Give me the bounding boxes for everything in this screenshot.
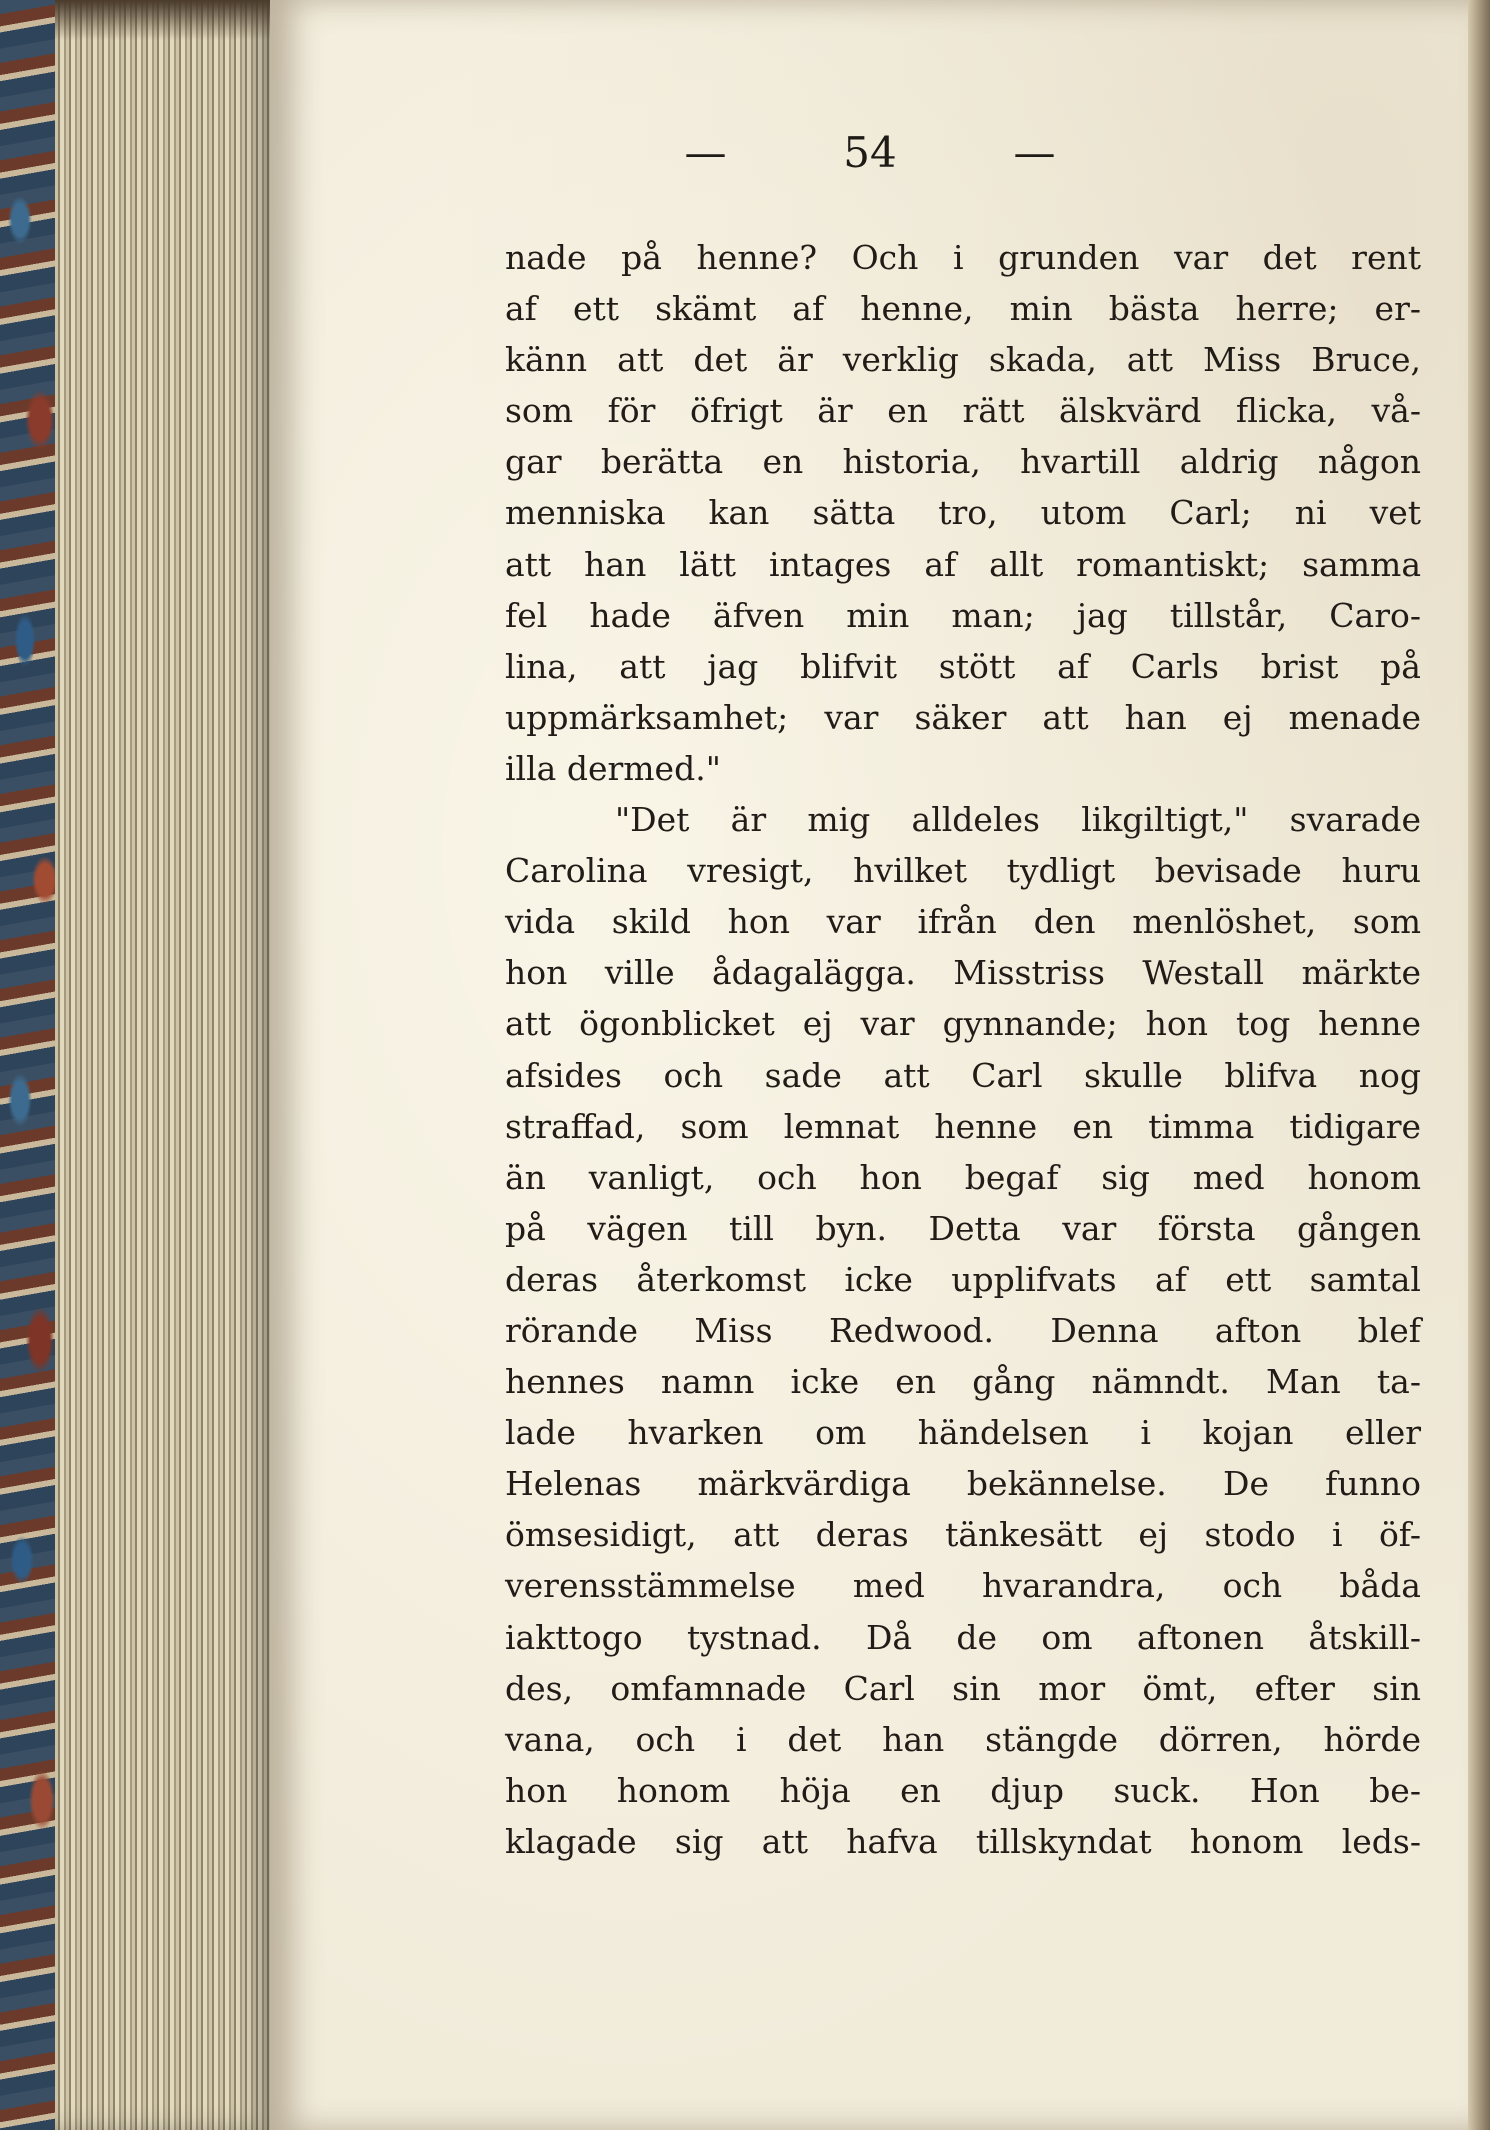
text-line: på vägen till byn. Detta var första gången: [505, 1208, 1421, 1248]
text-line: Carolina vresigt, hvilket tydligt bevisade huru: [505, 851, 1421, 891]
body-text: [505, 232, 1421, 1867]
text-line: fel hade äfven min man; jag tillstår, Caro-: [505, 595, 1421, 635]
text-line: hon honom höja en djup suck. Hon be-: [505, 1770, 1421, 1810]
text-line: nade på henne? Och i grunden var det rent: [505, 238, 1421, 277]
text-line: vida skild hon var ifrån den menlöshet, som: [505, 902, 1421, 942]
text-line: afsides och sade att Carl skulle blifva nog: [505, 1055, 1421, 1095]
folio-dash-left: —: [684, 128, 727, 177]
text-line: klagade sig att hafva tillskyndat honom leds-: [505, 1821, 1421, 1861]
text-line: "Det är mig alldeles likgiltigt," svarade: [615, 800, 1421, 840]
text-line: som för öfrigt är en rätt älskvärd flicka, vå-: [505, 391, 1421, 431]
text-line: straffad, som lemnat henne en timma tidigare: [505, 1106, 1421, 1146]
text-line: uppmärksamhet; var säker att han ej menade: [505, 697, 1421, 737]
text-line: gar berätta en historia, hvartill aldrig någon: [505, 442, 1421, 482]
text-line: vana, och i det han stängde dörren, hörde: [505, 1719, 1421, 1759]
text-line: hon ville ådagalägga. Misstriss Westall märkte: [505, 953, 1421, 993]
page-right-edge: [1468, 0, 1490, 2130]
page-header: [270, 128, 1470, 177]
text-line: illa dermed.": [505, 748, 721, 788]
text-line: än vanligt, och hon begaf sig med honom: [505, 1157, 1421, 1197]
page-edges-shadow: [55, 0, 275, 40]
text-line: lina, att jag blifvit stött af Carls brist på: [505, 646, 1421, 686]
folio-dash-right: —: [1013, 128, 1056, 177]
text-line: Helenas märkvärdiga bekännelse. De funno: [505, 1464, 1421, 1504]
text-line: menniska kan sätta tro, utom Carl; ni vet: [505, 493, 1421, 533]
text-line: lade hvarken om händelsen i kojan eller: [505, 1413, 1421, 1453]
text-line: af ett skämt af henne, min bästa herre; er-: [505, 289, 1421, 329]
text-line: deras återkomst icke upplifvats af ett samtal: [505, 1259, 1421, 1299]
text-line: des, omfamnade Carl sin mor ömt, efter sin: [505, 1668, 1421, 1708]
text-line: att ögonblicket ej var gynnande; hon tog henne: [505, 1004, 1421, 1044]
text-line: verensstämmelse med hvarandra, och båda: [505, 1566, 1421, 1606]
text-line: ömsesidigt, att deras tänkesätt ej stodo i öf-: [505, 1515, 1421, 1555]
text-line: hennes namn icke en gång nämndt. Man ta-: [505, 1362, 1421, 1402]
text-line: att han lätt intages af allt romantiskt; samma: [505, 544, 1421, 584]
page-number: 54: [843, 128, 897, 177]
text-line: rörande Miss Redwood. Denna afton blef: [505, 1310, 1421, 1350]
page-edges: [55, 0, 275, 2130]
text-line: känn att det är verklig skada, att Miss Bruce,: [505, 340, 1421, 380]
text-line: iakttogo tystnad. Då de om aftonen åtskill-: [505, 1617, 1421, 1657]
